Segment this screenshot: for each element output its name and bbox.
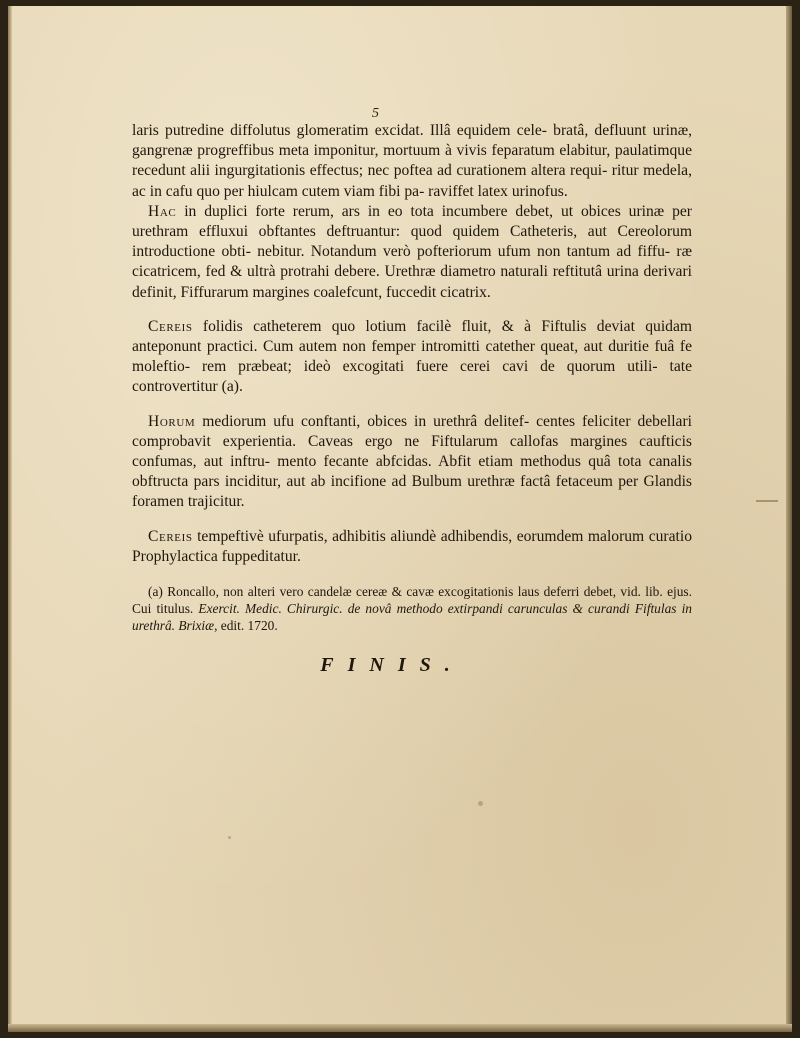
margin-tick-mark	[756, 500, 778, 502]
page-number: 5	[372, 106, 379, 121]
page-edge-right	[786, 6, 792, 1032]
footnote-title: Exercit. Medic. Chirurgic. de novâ methodo extirpandi carunculas & curandi Fiftulas in urethrâ. Brixiæ	[132, 601, 693, 634]
paragraph-text: folidis catheterem quo lotium facilè fluit, & à Fiftulis deviat quidam anteponunt practici. Cum autem non femper intromitti catether queat, aut duritie fuâ fe moleftio- rem præbeat; ideò excogitati fuere cerei cavi de quorum utili- tate controvertitur (a).	[132, 317, 692, 396]
footnote-edition: , edit. 1720.	[214, 618, 278, 634]
footnote-plain: Roncallo, non alteri vero candelæ cereæ & cavæ excogitationis laus deferri debet, vid. lib. ejus. Cui titulus.	[132, 584, 692, 617]
paragraph-lead: Cereis	[148, 527, 193, 545]
page-edge-bottom	[8, 1024, 792, 1032]
paragraph-text: laris putredine diffolutus glomeratim excidat. Illâ equidem cele- bratâ, defluunt urinæ, gangrenæ progreffibus meta imponitur, mortuum à vivis feparatum elabitur, paulatimque recedunt alii ingurgitationis effectus; nec poftea ad curationem altera requi- ritur medela, ac in cafu quo per hiulcam cutem viam fibi pa- raviffet latex urinofus.	[132, 122, 692, 200]
paragraph-text: mediorum ufu conftanti, obices in urethrâ delitef- centes feliciter debellari comprobavit experientia. Caveas ergo ne Fiftularum callofas margines caufticis confumas, aut inftru- mento fecante abfcidas. Abfit etiam methodus quâ tota canalis obftructa pars inciditur, aut ab incifione ad Bulbum urethræ factâ fetaceum per Glandis foramen trajicitur.	[132, 412, 692, 511]
finis-heading: FINIS.	[320, 653, 464, 676]
paragraph-lead: Hac	[148, 202, 177, 220]
page-edge-left	[8, 6, 12, 1032]
paragraph-2	[132, 202, 692, 303]
paragraph-lead: Cereis	[148, 317, 193, 335]
paragraph-3	[132, 317, 692, 398]
paragraph-1	[132, 121, 692, 202]
footnote	[132, 583, 692, 635]
ink-spot	[228, 836, 231, 839]
paragraph-text: tempeftivè ufurpatis, adhibitis aliundè adhibendis, eorumdem malorum curatio Prophylactica fuppeditatur.	[132, 527, 692, 565]
paragraph-text: in duplici forte rerum, ars in eo tota incumbere debet, ut obices urinæ per urethram effluxui obftantes deftruantur: quod quidem Catheteris, aut Cereolorum introductione obti- nebitur. Notandum verò pofteriorum ufum non tantum ad fiffu- ræ cicatricem, fed & ultrà protrahi debere. Urethræ diametro naturali reftitutâ urina derivari definit, Fiffurarum margines coalefcunt, fuccedit cicatrix.	[132, 202, 692, 301]
footnote-text	[132, 583, 692, 635]
paragraph-4	[132, 412, 692, 513]
body-text	[132, 121, 692, 675]
ink-spot	[478, 801, 483, 806]
paragraph-5	[132, 527, 692, 567]
paragraph-lead: Horum	[148, 412, 196, 430]
footnote-marker: (a)	[148, 584, 163, 600]
book-page	[8, 6, 792, 1032]
